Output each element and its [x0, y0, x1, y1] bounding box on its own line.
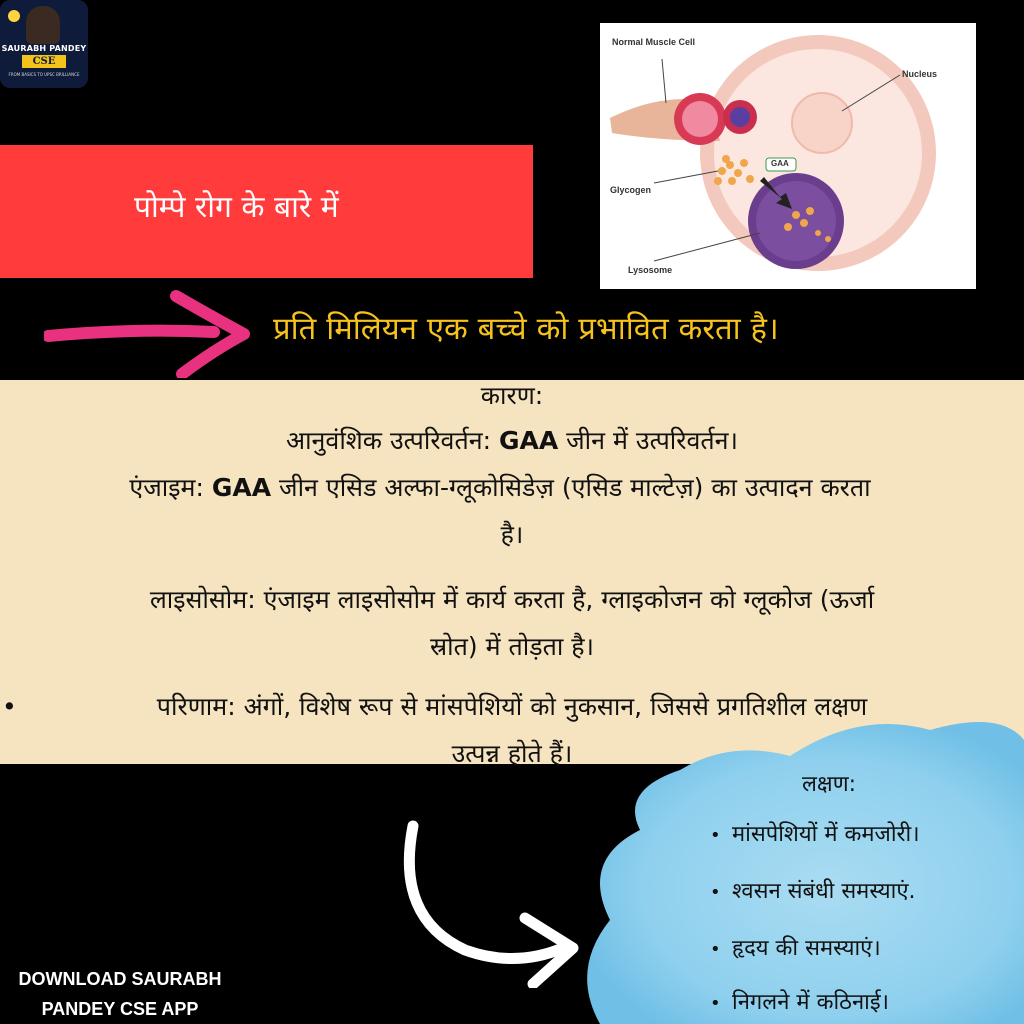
genetic-mutation-line: [0, 417, 1024, 465]
muscle-cell-diagram: [600, 23, 976, 289]
white-arrow-icon: [395, 818, 595, 988]
bullet-icon: •: [710, 825, 721, 846]
bullet-icon: •: [710, 882, 721, 903]
download-line-2: PANDEY CSE APP: [41, 999, 199, 1019]
logo-brand: CSE: [22, 55, 66, 68]
enzyme-gene: GAA: [211, 473, 272, 502]
bullet-icon: •: [2, 692, 17, 721]
download-line-1: DOWNLOAD SAURABH: [18, 969, 222, 989]
lysosome-line: लाइसोसोम: एंजाइम लाइसोसोम में कार्य करता है, ग्लाइकोजन को ग्लूकोज (ऊर्जा: [149, 585, 875, 614]
pink-arrow-icon: [44, 288, 254, 378]
brand-logo: [0, 0, 88, 88]
symptom-item: [710, 986, 889, 1016]
symptom-text: हृदय की समस्याएं।: [732, 936, 881, 961]
enzyme-line: [0, 464, 1024, 512]
genetic-label: आनुवंशिक उत्परिवर्तन:: [286, 426, 491, 455]
symptom-item: [710, 875, 916, 905]
enzyme-line-cont: है।: [500, 520, 524, 549]
prevalence-statement: प्रति मिलियन एक बच्चे को प्रभावित करता है।: [273, 311, 779, 347]
bullet-icon: •: [710, 993, 721, 1014]
enzyme-text: जीन एसिड अल्फा-ग्लूकोसिडेज़ (एसिड माल्टेज़) का उत्पादन करता: [279, 473, 871, 502]
symptom-text: निगलने में कठिनाई।: [732, 990, 889, 1015]
lightbulb-icon: [8, 10, 20, 22]
symptoms-heading: लक्षण:: [802, 772, 857, 797]
label-normal-muscle-cell: Normal Muscle Cell: [612, 37, 696, 47]
symptom-item: [710, 818, 920, 848]
download-app-text: [0, 964, 240, 1024]
enzyme-label: एंजाइम:: [129, 473, 204, 502]
result-line-cont: उत्पन्न होते हैं।: [451, 739, 573, 768]
lysosome-line-cont: स्रोत) में तोड़ता है।: [430, 632, 594, 661]
symptom-text: मांसपेशियों में कमजोरी।: [732, 822, 920, 847]
genetic-text: जीन में उत्परिवर्तन।: [566, 426, 738, 455]
label-gaa: GAA: [771, 159, 789, 168]
genetic-gene: GAA: [498, 426, 559, 455]
banner-title: पोम्पे रोग के बारे में: [134, 190, 339, 225]
symptom-item: [710, 932, 881, 962]
bullet-icon: •: [710, 939, 721, 960]
cell-illustration: [600, 23, 976, 289]
symptom-text: श्वसन संबंधी समस्याएं.: [732, 879, 916, 904]
causes-heading: कारण:: [480, 381, 544, 410]
title-banner: [0, 145, 533, 278]
label-lysosome: Lysosome: [628, 265, 673, 275]
logo-name: SAURABH PANDEY: [1, 44, 87, 53]
watercolor-blob: [560, 700, 1024, 1024]
logo-tagline: FROM BASICS TO UPSC BRILLIANCE: [8, 72, 80, 77]
presenter-photo: [26, 6, 60, 44]
label-glycogen: Glycogen: [610, 185, 652, 195]
result-text: परिणाम: अंगों, विशेष रूप से मांसपेशियों को नुकसान, जिससे प्रगतिशील लक्षण: [156, 692, 868, 721]
label-nucleus: Nucleus: [902, 69, 938, 79]
